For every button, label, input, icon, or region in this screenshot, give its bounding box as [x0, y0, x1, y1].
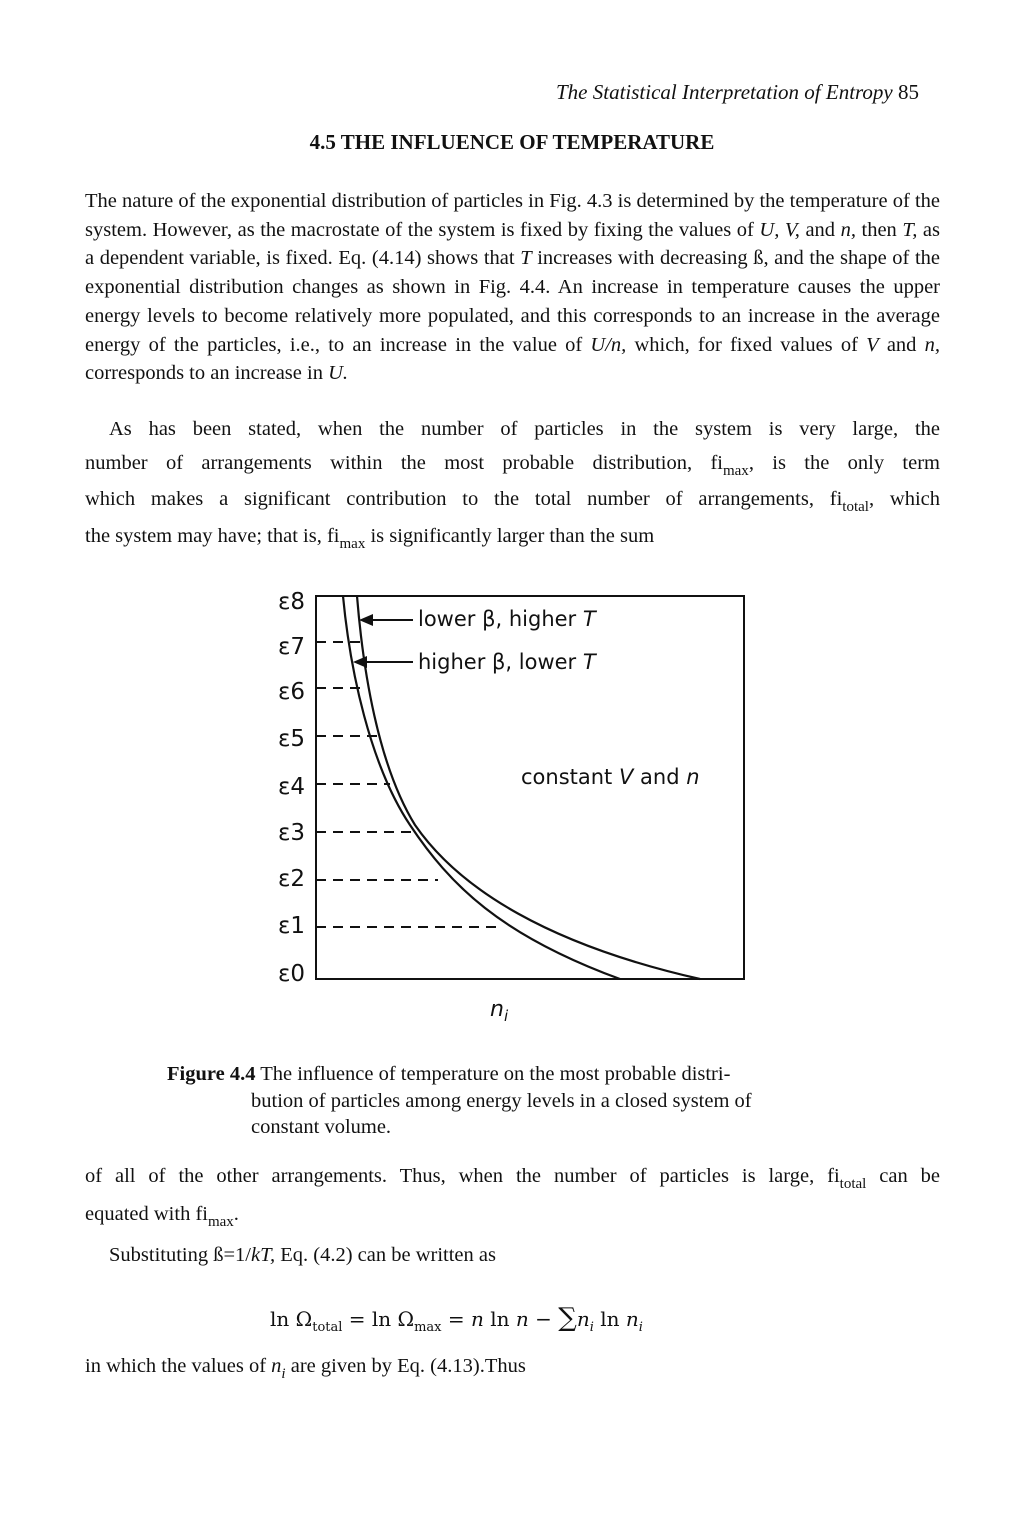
subscript: max	[722, 462, 749, 479]
var-n: n	[271, 1355, 282, 1377]
arrow-head	[359, 614, 373, 626]
eq-part: ln	[593, 1307, 626, 1331]
text: can be	[866, 1165, 940, 1187]
var-kT: kT,	[251, 1244, 276, 1266]
text: is significantly larger than the sum	[365, 525, 655, 548]
page-number: 85	[898, 80, 919, 104]
subscript: total	[839, 1176, 867, 1192]
arrow-higher-beta	[353, 650, 598, 674]
paragraph-4	[85, 1241, 940, 1270]
eq-part: ln Ω	[270, 1307, 313, 1331]
figure-4-4	[260, 575, 760, 1035]
label-part: higher β, lower	[418, 650, 583, 674]
eq-subscript: i	[589, 1320, 594, 1335]
caption-text: bution of particles among energy levels in a closed system of	[251, 1089, 752, 1112]
energy-level-labels	[278, 589, 305, 987]
energy-level-label: ε5	[278, 726, 306, 752]
label-italic: T	[582, 607, 596, 631]
text: as a dependent variable, is fixed. Eq. (4.14) shows that	[85, 218, 940, 270]
paragraph-3	[85, 1162, 940, 1228]
caption-text: constant volume.	[251, 1116, 392, 1138]
energy-level-label: ε2	[278, 866, 306, 892]
energy-level-label: ε7	[278, 634, 306, 660]
running-head	[556, 80, 919, 105]
text: then	[855, 218, 903, 241]
text: increases with decreasing ß, and the shape of the exponential distribution changes as shown in Fig. 4.4. An increase in temperature causes the upper energy levels to become relatively more populated, and this corresponds to an increase in the average energy of the particles, i.e., to an increase in the value of	[85, 247, 941, 356]
paragraph-3-line-1	[85, 1162, 940, 1191]
text: and	[878, 333, 925, 356]
paragraph-2	[85, 415, 940, 551]
text: and	[799, 218, 841, 241]
eq-part: = ln Ω	[342, 1307, 415, 1331]
text: The nature of the exponential distribution of particles in Fig. 4.3 is determined by the temperature of the system. However, as the macrostate of the system is fixed by fixing the values of	[85, 190, 940, 241]
arrow-head	[353, 656, 367, 668]
caption-label: Figure 4.4	[167, 1063, 256, 1085]
energy-level-label: ε4	[278, 774, 306, 800]
var-U: U,	[759, 218, 780, 241]
eq-part: ln	[483, 1307, 516, 1331]
eq-part: =	[441, 1307, 472, 1331]
text: in which the values of	[85, 1355, 272, 1377]
text: are given by Eq. (4.13).Thus	[285, 1355, 526, 1377]
text: Substituting ß=1/	[109, 1244, 251, 1266]
subscript: max	[207, 1213, 234, 1230]
arrow-lower-beta	[359, 607, 598, 631]
caption-first-line	[167, 1063, 730, 1085]
paragraph-2-line-1: As has been stated, when the number of particles in the system is very large, the	[109, 418, 940, 440]
label-subscript: i	[503, 1007, 509, 1025]
eq-part: −	[528, 1307, 559, 1331]
energy-level-label: ε3	[278, 820, 306, 846]
var-U-over-n: U/n,	[590, 333, 627, 356]
x-axis-label	[490, 997, 509, 1025]
paragraph-2-line-4	[85, 522, 940, 551]
energy-level-label: ε0	[278, 961, 306, 987]
var-T: T,	[902, 218, 918, 241]
text: equated with fi	[85, 1202, 208, 1225]
energy-level-label: ε1	[278, 913, 306, 939]
energy-level-label: ε6	[278, 679, 306, 705]
var-V: V	[866, 333, 879, 356]
paragraph-1	[85, 187, 940, 388]
text: which makes a significant contribution to the total number of arrangements, fi	[85, 488, 843, 511]
figure-caption	[167, 1061, 867, 1141]
paragraph-5	[85, 1352, 940, 1381]
running-title: The Statistical Interpretation of Entropy	[556, 80, 893, 104]
subscript: i	[281, 1366, 286, 1382]
text: which, for fixed values of	[626, 333, 867, 356]
text: Eq. (4.2) can be written as	[275, 1244, 496, 1266]
paragraph-2-line-3	[85, 485, 940, 514]
label-italic: V	[618, 765, 634, 789]
label-lower-beta-higher-t	[418, 607, 598, 631]
label-italic: n	[686, 765, 700, 789]
eq-var: n	[576, 1307, 590, 1331]
energy-level-label: ε8	[278, 589, 306, 615]
subscript: total	[842, 499, 869, 516]
label-part: lower β, higher	[418, 607, 583, 631]
var-n: n,	[840, 218, 856, 241]
label-part: constant	[521, 765, 619, 789]
var-T: T	[520, 247, 532, 270]
eq-subscript: total	[312, 1320, 343, 1335]
paragraph-2-line-2	[85, 449, 940, 478]
var-n: n,	[924, 333, 940, 356]
text: number of arrangements within the most probable distribution, fi	[85, 451, 723, 474]
paragraph-3-line-2	[85, 1200, 940, 1229]
section-heading: 4.5 THE INFLUENCE OF TEMPERATURE	[309, 130, 715, 154]
var-U: U.	[328, 362, 349, 385]
text: the system may have; that is, fi	[85, 525, 340, 548]
label-part: n	[490, 997, 504, 1022]
eq-var: n	[515, 1307, 529, 1331]
sum-symbol: ∑	[558, 1303, 577, 1333]
text: of all of the other arrangements. Thus, when the number of particles is large, fi	[85, 1165, 840, 1187]
text: corresponds to an increase in	[85, 362, 329, 385]
text: , which	[868, 488, 940, 511]
equation-ln-omega	[270, 1303, 643, 1333]
label-higher-beta-lower-t	[418, 650, 598, 674]
text: , is the only term	[748, 451, 940, 474]
var-V: V,	[784, 218, 800, 241]
eq-subscript: i	[638, 1320, 643, 1335]
eq-subscript: max	[414, 1320, 442, 1335]
eq-var: n	[471, 1307, 484, 1331]
label-italic: T	[582, 650, 596, 674]
subscript: max	[339, 536, 366, 553]
label-part: and	[633, 765, 687, 789]
text: .	[233, 1202, 239, 1225]
caption-text: The influence of temperature on the most probable distri-	[255, 1063, 731, 1085]
constant-v-and-n-label	[521, 765, 700, 789]
eq-var: n	[625, 1307, 639, 1331]
